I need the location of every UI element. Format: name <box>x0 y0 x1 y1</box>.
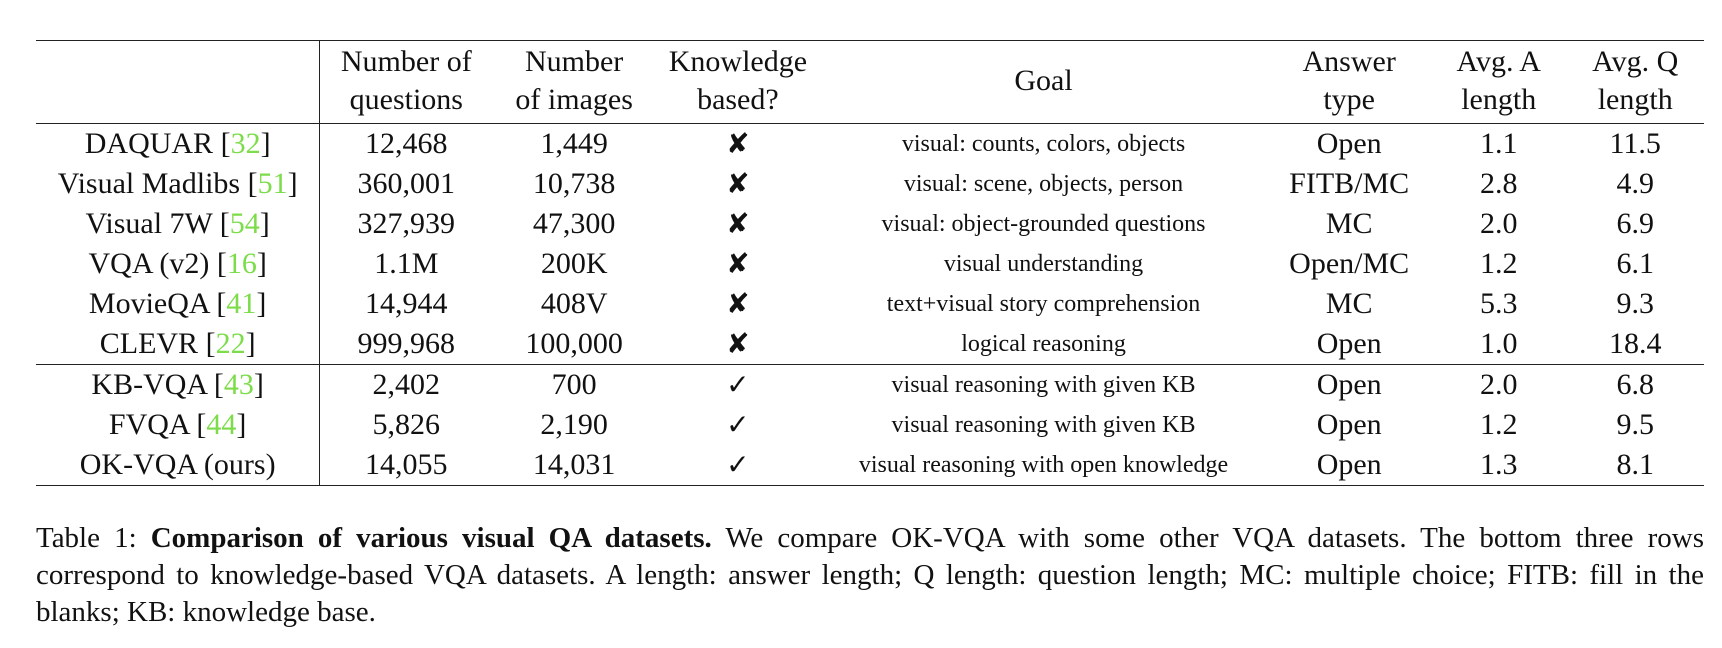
cross-icon: ✘ <box>726 327 750 360</box>
cell-answer-type: Open <box>1267 365 1431 406</box>
cell-answer-type: Open <box>1316 327 1382 360</box>
table-row <box>36 324 1704 365</box>
cell-goal: visual: object-grounded questions <box>881 211 1206 237</box>
dataset-name: KB-VQA [ <box>91 368 224 401</box>
cell-avg-q-length: 6.8 <box>1566 365 1704 406</box>
citation-bracket: ] <box>287 167 298 200</box>
table-row <box>36 164 1704 204</box>
cell-avg-a-length: 2.0 <box>1431 365 1566 406</box>
table-caption <box>36 520 1704 631</box>
header-line: length <box>1597 83 1673 116</box>
cell-avg-a-length: 1.2 <box>1479 408 1518 441</box>
caption-label: Table 1: <box>36 522 151 554</box>
cell-num-images: 14,031 <box>492 445 656 486</box>
header-line: Answer <box>1302 45 1396 78</box>
cell-knowledge-based <box>656 365 820 406</box>
dataset-name: MovieQA [ <box>88 287 227 320</box>
header-goal: Goal <box>1014 64 1073 97</box>
citation-link[interactable]: 54 <box>229 207 260 240</box>
cell-num-images: 408V <box>540 287 608 320</box>
cell-dataset-name <box>36 244 320 284</box>
caption-title: Comparison of various visual QA datasets. <box>150 522 712 554</box>
cell-dataset-name <box>36 164 320 204</box>
header-line: based? <box>697 83 779 116</box>
cell-num-questions: 360,001 <box>357 167 456 200</box>
cell-num-images: 700 <box>492 365 656 406</box>
citation-link[interactable]: 51 <box>257 167 288 200</box>
header-knowledge-based <box>656 41 820 124</box>
table-row <box>36 124 1704 165</box>
header-line: Knowledge <box>668 45 808 78</box>
cell-knowledge-based <box>656 204 820 244</box>
cross-icon: ✘ <box>726 207 750 240</box>
caption-body: We compare OK-VQA with some other VQA datasets. The bottom three rows correspond to knowledge-based VQA datasets. A length: answer length; Q length: question length; MC: multiple choice; FITB: fill in the blanks; KB: knowledge base. <box>36 522 1705 628</box>
cell-num-questions: 14,944 <box>365 287 448 320</box>
cell-dataset-name <box>36 405 320 445</box>
cell-avg-a-length: 1.2 <box>1479 247 1518 280</box>
cross-icon: ✘ <box>726 127 750 160</box>
table-row <box>36 244 1704 284</box>
citation-link[interactable]: 44 <box>206 408 237 441</box>
cell-goal: text+visual story comprehension <box>886 291 1201 317</box>
cell-dataset-name <box>36 445 320 486</box>
cell-answer-type: FITB/MC <box>1289 167 1410 200</box>
cross-icon: ✘ <box>726 167 750 200</box>
cell-num-images: 2,190 <box>540 408 608 441</box>
dataset-name: DAQUAR [ <box>84 127 231 160</box>
cell-dataset-name <box>36 365 320 406</box>
citation-link[interactable]: 16 <box>226 247 257 280</box>
header-line: length <box>1461 83 1537 116</box>
header-line: Number of <box>340 45 472 78</box>
citation-bracket: ] <box>256 247 267 280</box>
cell-answer-type: Open <box>1267 445 1431 486</box>
cell-answer-type: MC <box>1325 207 1373 240</box>
dataset-name: CLEVR [ <box>99 327 216 360</box>
header-line: type <box>1323 83 1375 116</box>
cell-num-images: 100,000 <box>525 327 623 360</box>
cell-knowledge-based <box>656 124 820 165</box>
cell-dataset-name <box>36 124 320 165</box>
comparison-table <box>36 40 1704 486</box>
cell-num-questions: 2,402 <box>320 365 492 406</box>
table-row <box>36 204 1704 244</box>
cell-num-questions: 999,968 <box>357 327 456 360</box>
cell-avg-q-length: 6.1 <box>1616 247 1654 280</box>
cell-num-images: 10,738 <box>532 167 616 200</box>
cell-knowledge-based <box>656 284 820 324</box>
header-answer-type <box>1267 41 1431 124</box>
table-row <box>36 405 1704 445</box>
cell-dataset-name <box>36 324 320 365</box>
header-line: Number <box>524 45 624 78</box>
cell-avg-a-length: 2.0 <box>1479 207 1518 240</box>
cell-knowledge-based <box>656 244 820 284</box>
dataset-name: FVQA [ <box>108 408 207 441</box>
cell-avg-q-length: 4.9 <box>1616 167 1654 200</box>
cell-dataset-name <box>36 284 320 324</box>
comparison-table-container <box>36 40 1704 486</box>
cell-knowledge-based <box>656 324 820 365</box>
cell-avg-q-length: 9.3 <box>1616 287 1654 320</box>
cross-icon: ✘ <box>726 287 750 320</box>
citation-link[interactable]: 22 <box>215 327 246 360</box>
cell-num-questions: 327,939 <box>357 207 456 240</box>
cell-goal: visual: counts, colors, objects <box>901 131 1186 157</box>
cell-num-questions: 1.1M <box>374 247 439 280</box>
header-dataset <box>36 41 320 124</box>
header-avg-a-length <box>1431 41 1566 124</box>
cell-avg-a-length: 1.1 <box>1479 127 1518 160</box>
cell-goal: logical reasoning <box>961 331 1126 357</box>
cell-avg-q-length: 6.9 <box>1616 207 1654 240</box>
cell-avg-a-length: 5.3 <box>1479 287 1518 320</box>
header-avg-q-length <box>1566 41 1704 124</box>
citation-link[interactable]: 43 <box>223 368 254 401</box>
cell-num-images: 47,300 <box>532 207 616 240</box>
cell-avg-q-length: 18.4 <box>1608 327 1662 360</box>
cell-answer-type: MC <box>1325 287 1373 320</box>
table-row <box>36 284 1704 324</box>
citation-link[interactable]: 32 <box>230 127 261 160</box>
cell-num-images: 1,449 <box>540 127 608 160</box>
check-icon: ✓ <box>726 408 750 441</box>
cell-goal: visual reasoning with open knowledge <box>820 445 1268 486</box>
dataset-name: VQA (v2) [ <box>88 247 227 280</box>
cell-dataset-name <box>36 204 320 244</box>
cell-num-questions: 14,055 <box>320 445 492 486</box>
cell-num-images: 200K <box>540 247 608 280</box>
cell-avg-q-length: 9.5 <box>1616 408 1654 441</box>
cell-knowledge-based <box>656 405 820 445</box>
dataset-name: OK-VQA (ours) <box>79 448 276 481</box>
citation-bracket: ] <box>236 408 247 441</box>
cell-answer-type: Open/MC <box>1289 247 1410 280</box>
cell-knowledge-based <box>656 445 820 486</box>
cell-knowledge-based <box>656 164 820 204</box>
cell-avg-q-length: 11.5 <box>1609 127 1661 160</box>
cell-goal: visual reasoning with given KB <box>891 412 1196 438</box>
cell-goal: visual understanding <box>943 251 1144 277</box>
table-row <box>36 365 1704 406</box>
cell-answer-type: Open <box>1316 127 1382 160</box>
dataset-name: Visual Madlibs [ <box>57 167 258 200</box>
cell-avg-q-length: 8.1 <box>1566 445 1704 486</box>
cross-icon: ✘ <box>726 247 750 280</box>
table-row <box>36 445 1704 486</box>
header-num-questions <box>320 41 492 124</box>
cell-goal: visual: scene, objects, person <box>903 171 1184 197</box>
table-body <box>36 124 1704 486</box>
header-line: Avg. Q <box>1592 45 1679 78</box>
citation-bracket: ] <box>245 327 256 360</box>
citation-bracket: ] <box>259 207 270 240</box>
cell-avg-a-length: 1.3 <box>1431 445 1566 486</box>
dataset-name: Visual 7W [ <box>85 207 230 240</box>
check-icon: ✓ <box>726 368 750 401</box>
citation-bracket: ] <box>253 368 264 401</box>
citation-bracket: ] <box>256 287 267 320</box>
cell-goal: visual reasoning with given KB <box>820 365 1268 406</box>
header-line: Avg. A <box>1456 45 1541 78</box>
cell-avg-a-length: 2.8 <box>1479 167 1518 200</box>
cell-answer-type: Open <box>1316 408 1382 441</box>
cell-num-questions: 12,468 <box>365 127 448 160</box>
citation-link[interactable]: 41 <box>226 287 257 320</box>
header-line: questions <box>349 83 463 116</box>
cell-avg-a-length: 1.0 <box>1479 327 1518 360</box>
header-line: of images <box>515 83 633 116</box>
check-icon: ✓ <box>726 448 750 481</box>
header-num-images <box>492 41 656 124</box>
table-header-row <box>36 41 1704 124</box>
citation-bracket: ] <box>260 127 271 160</box>
cell-num-questions: 5,826 <box>372 408 441 441</box>
